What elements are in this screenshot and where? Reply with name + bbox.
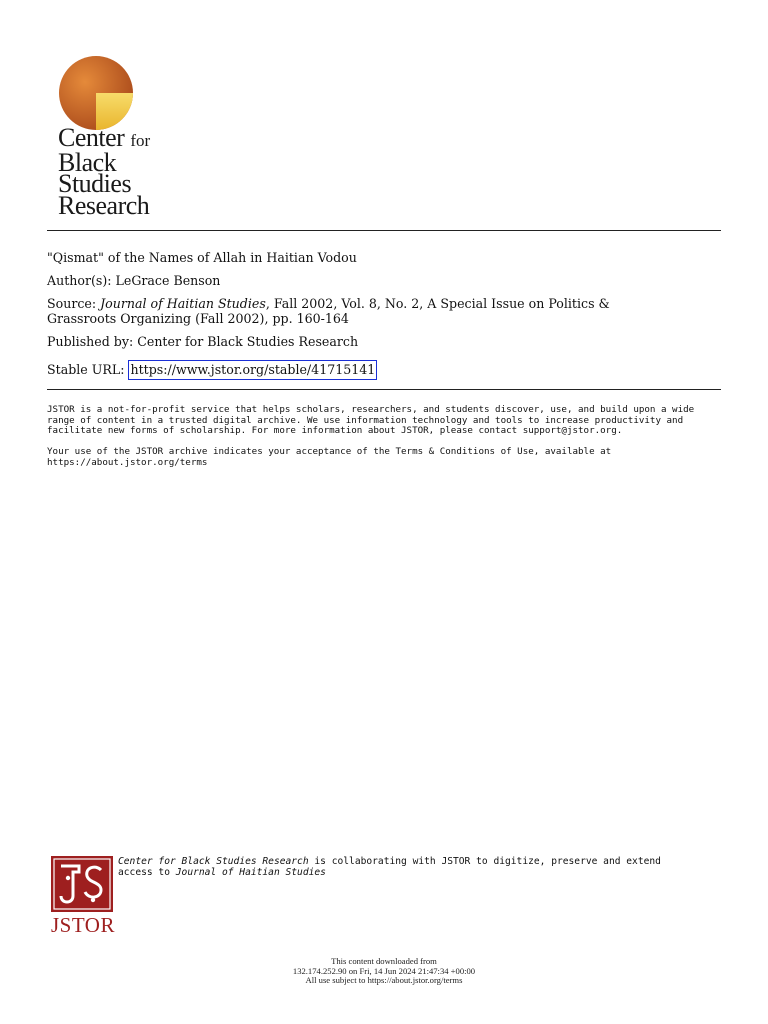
source-details-2: Grassroots Organizing (Fall 2002), pp. 160-164 [47,311,349,326]
jstor-wordmark: JSTOR [51,913,115,937]
download-footer [0,957,768,986]
article-author [47,273,727,288]
jstor-notice-paragraph-1 [47,405,727,437]
notice-line: JSTOR is a not-for-profit service that helps scholars, researchers, and students discover, use, and build upon a wide [47,404,695,415]
bottom-divider [47,389,721,390]
collab-journal: Journal of Haitian Studies [175,867,326,879]
collaboration-statement [118,856,718,878]
terms-link[interactable]: https://about.jstor.org/terms [47,456,208,468]
notice-line: Your use of the JSTOR archive indicates your acceptance of the Terms & Conditions of Use, available at [47,446,612,457]
notice-line: facilitate new forms of scholarship. For more information about JSTOR, please contact support@jstor.org. [47,425,623,437]
stable-url-label: Stable URL: [47,362,125,377]
collab-text-prefix: access to [118,867,176,879]
logo-line-3: Studies [58,169,132,198]
published-by: Center for Black Studies Research [137,334,359,349]
jstor-seal-icon [51,856,113,912]
logo-line-1-for: for [130,131,151,150]
jstor-notice-paragraph-2 [47,447,727,468]
article-title: "Qismat" of the Names of Allah in Haitian Vodou [47,250,357,265]
stable-url-row [47,362,727,377]
footer-line-2: 132.174.252.90 on Fri, 14 Jun 2024 21:47:34 +00:00 [292,965,476,976]
stable-url-link[interactable]: https://www.jstor.org/stable/41715141 [128,360,377,380]
source-details-1: , Fall 2002, Vol. 8, No. 2, A Special Issue on Politics & [265,296,610,311]
logo-line-4: Research [58,190,150,220]
source-journal: Journal of Haitian Studies [100,296,266,311]
author-name: LeGrace Benson [115,273,221,288]
top-divider [47,230,721,231]
notice-line: range of content in a trusted digital archive. We use information technology and tools to increase productivity and [47,414,684,426]
footer-line-1: This content downloaded from [331,956,437,966]
published-label: Published by: [47,334,134,349]
logo-line-1: Center [58,123,125,152]
collab-text-mid: is collaborating with JSTOR to digitize, preserve and extend [308,856,661,867]
article-publisher [47,334,727,349]
publisher-logo-icon [58,55,134,131]
publisher-logo-wordmark [58,123,151,220]
publisher-logo [58,55,178,220]
article-source [47,296,727,326]
collab-org: Center for Black Studies Research [118,856,309,867]
jstor-logo [51,856,113,936]
source-label: Source: [47,296,97,311]
author-label: Author(s): [47,273,112,288]
footer-line-3: All use subject to https://about.jstor.org/terms [305,975,463,986]
logo-line-2: Black [58,147,117,177]
